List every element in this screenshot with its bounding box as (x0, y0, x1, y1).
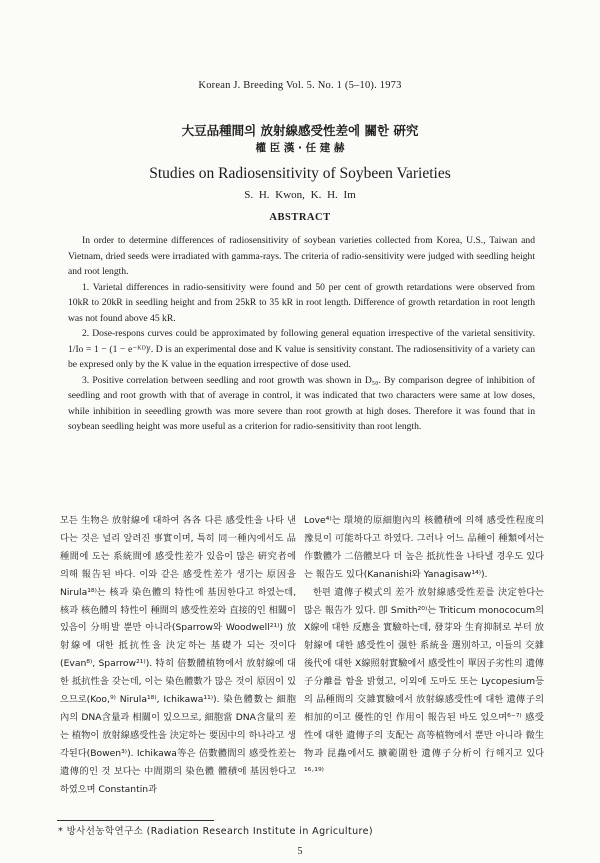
journal-citation: Korean J. Breeding Vol. 5. No. 1 (5–10). 1973 (198, 80, 402, 91)
english-authors: S. H. Kwon, K. H. Im (244, 189, 356, 201)
affiliation-footnote: * 방사선농학연구소 (Radiation Research Institute in Agriculture) (58, 826, 373, 837)
abstract-paragraph-3: 3. Positive correlation between seedling and root growth was shown in D₅₀. By comparison degree of inhibition of seedling and root growth with that of average in control, it was indicated that two characters were same at low doses, while inhibition in seeedling growth was more severe than root growth at high doses. Therefore it was found that in soybean seedling height was more useful as a criterion for radio-sensitivity than root length. (68, 374, 535, 432)
body-right-paragraph-2: 한편 遺傳子模式의 差가 放射線感受性差를 決定한다는 많은 報告가 있다. 卽 Smith²⁰⁾는 Triticum monococum의 X線에 대한 反應을 實驗하는데, 發芽와 生育抑制로 부터 放射線에 대한 感受性이 强한 系統을 選別하고, 이들의 交雜後代에 대한 X線照射實驗에서 感受性이 單因子劣性의 遺傳子分離를 함을 밝혔고, 이외에 도마도 또는 Lycopesium등의 品種間의 交雜實驗에서 放射線感受性에 대한 遺傳子의 相加的이고 優性的인 作用이 報告된 바도 있으며⁶⁻⁷⁾ 感受性에 대한 遺傳子의 支配는 高等植物에서 뿐만 아니라 微生物과 昆蟲에서도 擴範圍한 遺傳子分析이 行해지고 있다¹⁶·¹⁹⁾ (304, 586, 544, 777)
abstract-paragraph-1: 1. Varietal differences in radio-sensitivity were found and 50 per cent of growth retardations were observed from 10kR to 20kR in seedling height and from 25kR to 35 kR in root length. Difference of growth retardation in root length was not found above 45 kR. (68, 281, 535, 324)
korean-authors: 權 臣 漢 · 任 建 赫 (255, 142, 345, 154)
body-left-paragraph: 모든 生物은 放射線에 대하여 各各 다른 感受性을 나타 낸다는 것은 널리 알려진 事實이며, 특히 同一種內에서도 品種間에 도는 系統間에 感受性差가 있음이 많은 硏究者에 의해 報告된 바다. 이와 같은 感受性差가 생기는 原因을 Nirula¹⁸⁾는 核과 染色體의 特性에 基因한다고 하였는데, 核과 核色體의 特性이 種間의 感受性差와 直接的인 相關이 있음이 分明발 뿐만 아니라(Sparrow와 Woodwell²¹⁾) 放射線에 대한 抵抗性을 決定하는 基礎가 되는 것이다(Evan⁸⁾, Sparrow²¹⁾). 特히 倍數體植物에서 放射線에 대한 抵抗性을 갖는데, 이는 染色體數가 많은 것이 原因이 있으므로(Koo,⁹⁾ Nirula¹⁸⁾, Ichikawa¹¹⁾). 染色體數는 細胞內의 DNA含量과 相關이 있으므로, 細胞當 DNA含量의 差는 植物이 放射線感受性을 決定하는 要因中의 하나라고 생각된다(Bowen³⁾). Ichikawa等은 倍數體間의 感受性差는 遺傳的인 것 보다는 中間期의 染色體 體積에 基因한다고 하였으며 Constantin과 (60, 515, 296, 795)
korean-title: 大豆品種間의 放射線感受性差에 關한 硏究 (181, 123, 419, 138)
page-number: 5 (297, 846, 303, 857)
abstract-body (68, 233, 535, 435)
body-right-paragraph-1: Love⁴⁾는 環境的原細胞內의 核體積에 의해 感受性程度의 豫見이 可能하다고 하였다. 그러나 어느 品種이 種類에서는 作數體가 二倍體보다 더 높은 抵抗性을 나타낼 경우도 있다는 報告도 있다(Kananishi와 Yanagisaw¹⁴⁾). (304, 515, 544, 580)
body-right-column (304, 512, 544, 781)
body-left-column (60, 512, 296, 799)
abstract-paragraph-2: 2. Dose-respons curves could be approximated by following general equation irrespective of the varietal sensitivity. 1/Io = 1 − (1 − e⁻ᴷᴰ)ᵗ. D is an experimental dose and K value is sensitivity constant. The radiosensitivity of a variety can be expresed only by the K value in the equation irrespective of dose used. (68, 328, 535, 370)
abstract-paragraph-intro: In order to determine differences of radiosensitivity of soybean varieties collected from Korea, U.S., Taiwan and Vietnam, dried seeds were irradiated with gamma-rays. The criteria of radio-sensitivity were judged with seedling height and root length. (68, 235, 535, 277)
footnote-divider (57, 820, 214, 821)
abstract-heading: ABSTRACT (269, 212, 331, 223)
english-title: Studies on Radiosensitivity of Soybeen Varieties (149, 165, 451, 182)
